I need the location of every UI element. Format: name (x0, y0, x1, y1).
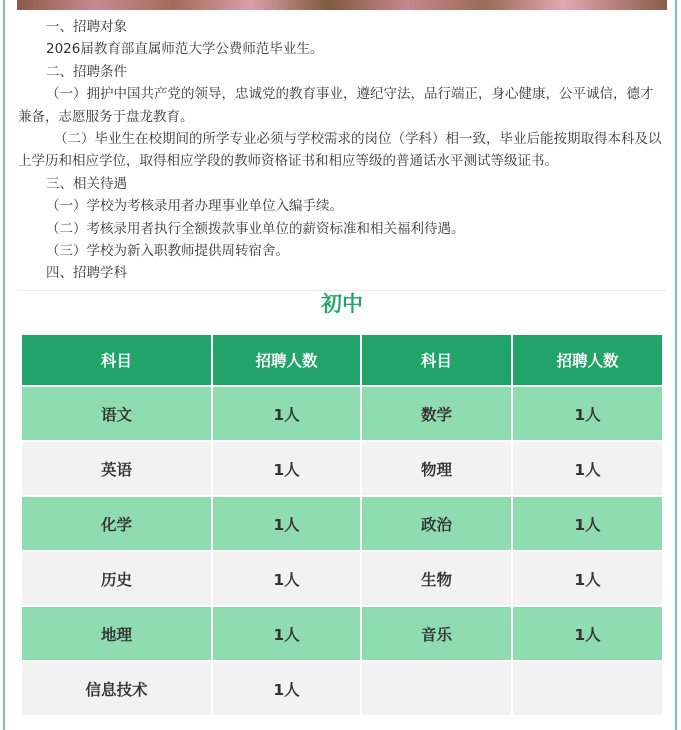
recruit-target-text: 2026届教育部直属师范大学公费师范毕业生。 (46, 41, 324, 58)
benefit-3: （三）学校为新入职教师提供周转宿舍。 (46, 243, 289, 260)
condition-1: （一）拥护中国共产党的领导，忠诚党的教育事业，遵纪守法，品行端正，身心健康，公平诚信，德才兼备，志愿服务于盘龙教育。 (18, 86, 654, 125)
heading-recruit-target: 一、招聘对象 (46, 19, 127, 35)
count-cell: 1人 (212, 441, 361, 496)
count-cell: 1人 (512, 386, 663, 441)
header-count: 招聘人数 (212, 334, 361, 386)
header-count: 招聘人数 (512, 334, 663, 386)
subject-cell: 数学 (361, 386, 512, 441)
count-cell: 1人 (512, 496, 663, 551)
recruitment-table (20, 333, 664, 717)
table-row (21, 386, 663, 441)
subject-cell: 生物 (361, 551, 512, 606)
count-cell: 1人 (512, 441, 663, 496)
count-cell: 1人 (212, 606, 361, 661)
subject-cell (361, 661, 512, 716)
subject-cell: 历史 (21, 551, 212, 606)
header-subject: 科目 (21, 334, 212, 386)
count-cell: 1人 (512, 551, 663, 606)
subject-cell: 化学 (21, 496, 212, 551)
table-row (21, 661, 663, 716)
header-photo (17, 0, 667, 10)
article-body (18, 16, 666, 285)
subject-cell: 信息技术 (21, 661, 212, 716)
count-cell: 1人 (212, 496, 361, 551)
table-row (21, 441, 663, 496)
subject-cell: 英语 (21, 441, 212, 496)
benefit-1: （一）学校为考核录用者办理事业单位入编手续。 (46, 198, 343, 215)
count-cell: 1人 (212, 661, 361, 716)
heading-recruit-conditions: 二、招聘条件 (46, 63, 127, 80)
table-row (21, 496, 663, 551)
count-cell (512, 661, 663, 716)
count-cell: 1人 (512, 606, 663, 661)
header-subject: 科目 (361, 334, 512, 386)
count-cell: 1人 (212, 386, 361, 441)
subject-cell: 物理 (361, 441, 512, 496)
section-title-junior-high: 初中 (321, 292, 363, 316)
condition-2: （二）毕业生在校期间的所学专业必须与学校需求的岗位（学科）相一致，毕业后能按期取得本科及以上学历和相应学位，取得相应学段的教师资格证书和相应等级的普通话水平测试等级证书。 (18, 131, 662, 170)
table-row (21, 606, 663, 661)
subject-cell: 政治 (361, 496, 512, 551)
table-row (21, 551, 663, 606)
subject-cell: 语文 (21, 386, 212, 441)
subject-cell: 地理 (21, 606, 212, 661)
heading-subjects: 四、招聘学科 (46, 265, 127, 282)
benefit-2: （二）考核录用者执行全额拨款事业单位的薪资标准和相关福利待遇。 (46, 220, 465, 237)
heading-benefits: 三、相关待遇 (46, 175, 127, 192)
count-cell: 1人 (212, 551, 361, 606)
table-header-row (21, 334, 663, 386)
subject-cell: 音乐 (361, 606, 512, 661)
